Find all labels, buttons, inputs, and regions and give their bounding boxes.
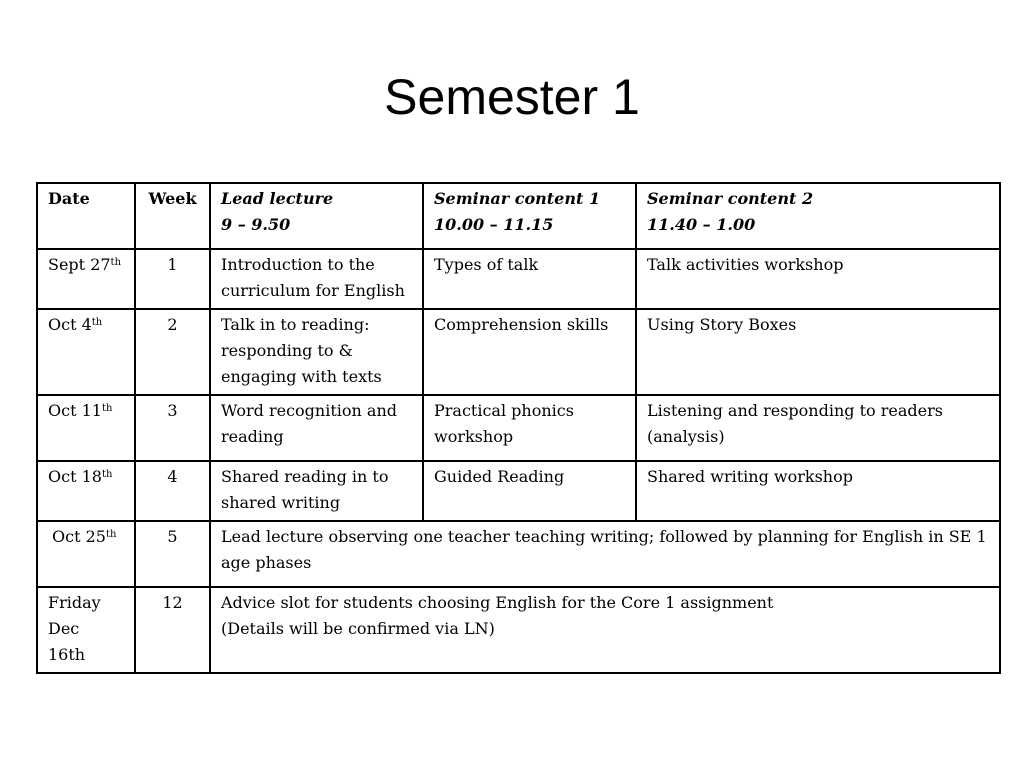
- header-date: Date: [37, 183, 135, 249]
- week-cell: 4: [135, 461, 210, 521]
- seminar-1-cell: Practical phonics workshop: [423, 395, 636, 461]
- seminar-1-cell: Types of talk: [423, 249, 636, 309]
- date-cell: [37, 395, 135, 461]
- week-cell: 2: [135, 309, 210, 395]
- table-row: [37, 587, 1000, 673]
- header-lead-title: Lead lecture: [221, 189, 334, 208]
- week-cell: 1: [135, 249, 210, 309]
- seminar-2-cell: Talk activities workshop: [636, 249, 1000, 309]
- header-seminar-2: [636, 183, 1000, 249]
- header-week: Week: [135, 183, 210, 249]
- merged-activity-cell: [210, 587, 1000, 673]
- date-text: Oct 11: [48, 401, 102, 420]
- header-sem1-title: Seminar content 1: [434, 189, 601, 208]
- table-row: [37, 395, 1000, 461]
- merged-activity-cell: Lead lecture observing one teacher teaching writing; followed by planning for English in SE 1 age phases: [210, 521, 1000, 587]
- activity-line: (Details will be confirmed via LN): [221, 619, 495, 638]
- date-cell: [37, 521, 135, 587]
- week-cell: 12: [135, 587, 210, 673]
- lead-cell: Talk in to reading: responding to & engaging with texts: [210, 309, 423, 395]
- date-text: Sept 27: [48, 255, 111, 274]
- seminar-2-cell: Shared writing workshop: [636, 461, 1000, 521]
- date-text: Oct 4: [48, 315, 92, 334]
- header-sem2-title: Seminar content 2: [647, 189, 814, 208]
- seminar-1-cell: Guided Reading: [423, 461, 636, 521]
- date-cell: [37, 249, 135, 309]
- date-cell: [37, 461, 135, 521]
- table-header-row: [37, 183, 1000, 249]
- seminar-1-cell: Comprehension skills: [423, 309, 636, 395]
- seminar-2-cell: Listening and responding to readers (analysis): [636, 395, 1000, 461]
- date-line: Friday: [48, 593, 101, 612]
- date-suffix: th: [110, 257, 122, 268]
- date-suffix: th: [105, 529, 117, 540]
- header-sem1-time: 10.00 – 11.15: [434, 215, 554, 234]
- week-cell: 3: [135, 395, 210, 461]
- table-row: [37, 249, 1000, 309]
- date-line: 16th: [48, 645, 86, 664]
- header-lead-time: 9 – 9.50: [221, 215, 291, 234]
- date-suffix: th: [101, 403, 113, 414]
- header-seminar-1: [423, 183, 636, 249]
- week-cell: 5: [135, 521, 210, 587]
- lead-cell: Introduction to the curriculum for English: [210, 249, 423, 309]
- schedule-table: [36, 182, 1001, 674]
- lead-cell: Shared reading in to shared writing: [210, 461, 423, 521]
- date-cell: [37, 309, 135, 395]
- date-suffix: th: [101, 469, 113, 480]
- header-lead-lecture: [210, 183, 423, 249]
- date-suffix: th: [91, 317, 103, 328]
- lead-cell: Word recognition and reading: [210, 395, 423, 461]
- page-title: Semester 1: [384, 69, 640, 125]
- date-cell: [37, 587, 135, 673]
- header-sem2-time: 11.40 – 1.00: [647, 215, 756, 234]
- date-line: Dec: [48, 619, 80, 638]
- date-text: Oct 18: [48, 467, 102, 486]
- date-text: Oct 25: [52, 527, 106, 546]
- table-row: [37, 461, 1000, 521]
- activity-line: Advice slot for students choosing English for the Core 1 assignment: [221, 593, 774, 612]
- table-row: [37, 521, 1000, 587]
- seminar-2-cell: Using Story Boxes: [636, 309, 1000, 395]
- table-row: [37, 309, 1000, 395]
